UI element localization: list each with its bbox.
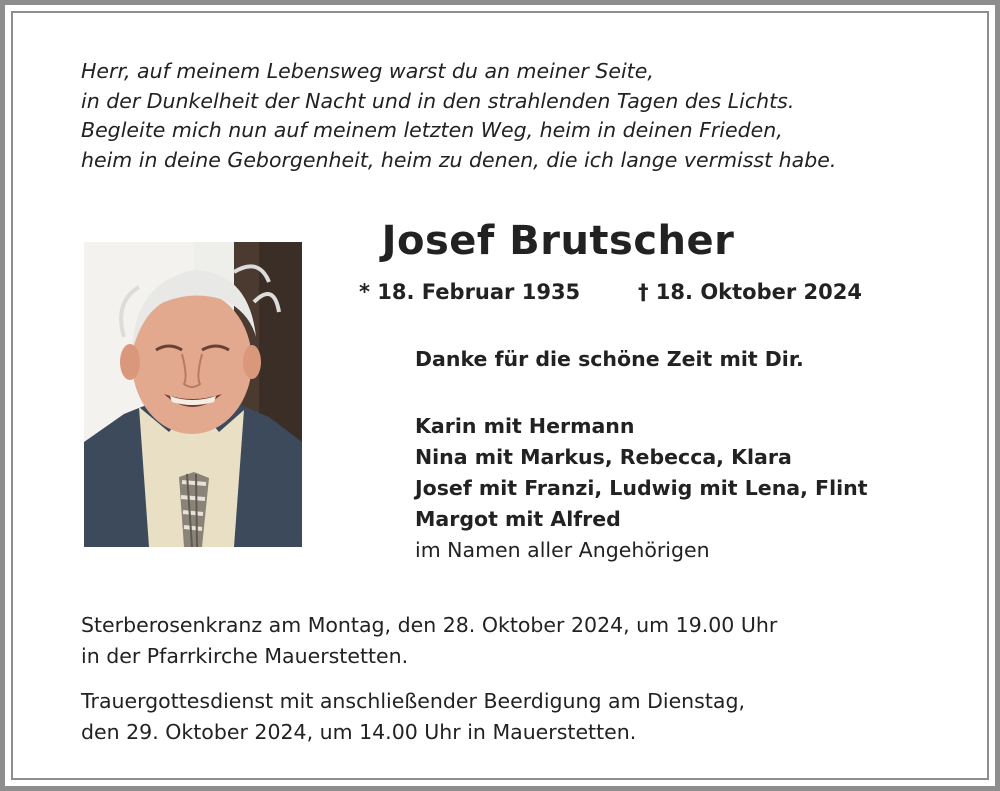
family-list — [415, 411, 868, 566]
rosary-info — [81, 610, 777, 672]
funeral-info — [81, 686, 745, 748]
family-footer: im Namen aller Angehörigen — [415, 538, 710, 562]
verse-line: Begleite mich nun auf meinem letzten Weg, heim in deinen Frieden, — [81, 118, 783, 142]
family-member: Karin mit Hermann — [415, 414, 635, 438]
rosary-line: in der Pfarrkirche Mauerstetten. — [81, 644, 409, 668]
obituary-inner-border — [11, 11, 989, 780]
family-member: Nina mit Markus, Rebecca, Klara — [415, 445, 792, 469]
verse-line: in der Dunkelheit der Nacht und in den strahlenden Tagen des Lichts. — [81, 88, 795, 113]
portrait-photo — [84, 242, 302, 547]
deceased-name: Josef Brutscher — [381, 218, 735, 264]
obituary-card — [5, 5, 995, 786]
family-member: Margot mit Alfred — [415, 507, 621, 531]
family-member: Josef mit Franzi, Ludwig mit Lena, Flint — [415, 476, 868, 500]
thanks-message: Danke für die schöne Zeit mit Dir. — [415, 347, 804, 371]
rosary-line: Sterberosenkranz am Montag, den 28. Oktober 2024, um 19.00 Uhr — [81, 613, 778, 637]
funeral-line: den 29. Oktober 2024, um 14.00 Uhr in Mauerstetten. — [81, 720, 637, 744]
verse-line: Herr, auf meinem Lebensweg warst du an meiner Seite, — [81, 59, 654, 83]
birth-date: * 18. Februar 1935 — [359, 280, 581, 304]
death-date: † 18. Oktober 2024 — [638, 280, 862, 304]
verse-line: heim in deine Geborgenheit, heim zu denen, die ich lange vermisst habe. — [81, 147, 837, 172]
funeral-line: Trauergottesdienst mit anschließender Beerdigung am Dienstag, — [81, 689, 745, 713]
verse — [81, 57, 921, 175]
